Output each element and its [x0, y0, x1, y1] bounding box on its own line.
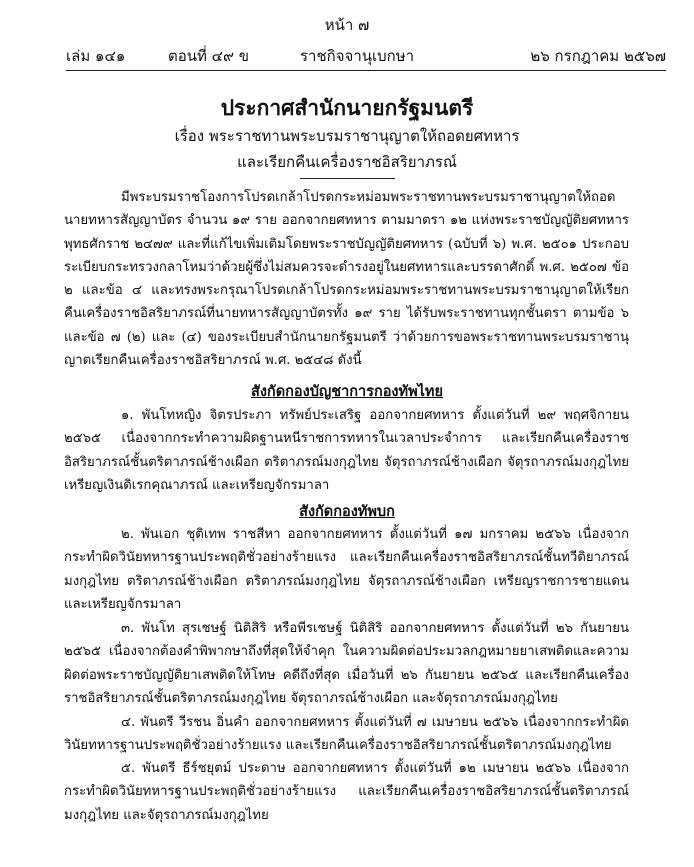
announcement-subject: เรื่อง พระราชทานพระบรมราชานุญาตให้ถอดยศทหาร	[174, 127, 520, 145]
entry-2: ๒. พันเอก ชุติเทพ ราชสีหา ออกจากยศทหาร ตั้งแต่วันที่ ๑๗ มกราคม ๒๕๖๖ เนื่องจากกระทำผิดวินัยทหารฐานประพฤติชั่วอย่างร้ายแรง และเรียกคืนเครื่องราชอิสริยาภรณ์ชั้นทวีติยาภรณ์มงกุฎไทย ตริตาภรณ์ช้างเผือก ตริตาภรณ์มงกุฎไทย จัตุรถาภรณ์ช้างเผือก เหรียญราชการชายแดน และเหรียญจักรมาลา	[64, 527, 629, 612]
title-divider	[300, 178, 395, 179]
page-number: หน้า ๗	[324, 16, 370, 34]
section-heading-armed-forces-hq: สังกัดกองบัญชาการกองทัพไทย	[251, 383, 443, 400]
entry-1: ๑. พันโทหญิง จิตรประภา ทรัพย์ประเสริฐ ออกจากยศทหาร ตั้งแต่วันที่ ๒๙ พฤศจิกายน ๒๕๖๕ เนื่องจากกระทำความผิดฐานหนีราชการทหารในเวลาประจำการ และเรียกคืนเครื่องราชอิสริยาภรณ์ชั้นตริตาภรณ์ช้างเผือก ตริตาภรณ์มงกุฎไทย จัตุรถาภรณ์ช้างเผือก จัตุรถาภรณ์มงกุฎไทย เหรียญเงินดิเรกคุณาภรณ์ และเหรียญจักรมาลา	[64, 408, 629, 493]
entry-4: ๔. พันตรี วีรชน อิ่นคำ ออกจากยศทหาร ตั้งแต่วันที่ ๗ เมษายน ๒๕๖๖ เนื่องจากกระทำผิดวินัยทหารฐานประพฤติชั่วอย่างร้ายแรง และเรียกคืนเครื่องราชอิสริยาภรณ์ชั้นตริตาภรณ์มงกุฎไทย	[64, 715, 629, 754]
gazette-name: ราชกิจจานุเบกษา	[300, 47, 415, 65]
header-divider	[66, 70, 666, 71]
announcement-title: ประกาศสำนักนายกรัฐมนตรี	[220, 95, 474, 120]
entry-5: ๕. พันตรี ธีร์ชยุตม์ ประดาษ ออกจากยศทหาร ตั้งแต่วันที่ ๑๒ เมษายน ๒๕๖๖ เนื่องจากกระทำผิดวินัยทหารฐานประพฤติชั่วอย่างร้ายแรง และเรียกคืนเครื่องราชอิสริยาภรณ์ชั้นตริตาภรณ์มงกุฎไทย และจัตุรถาภรณ์มงกุฎไทย	[64, 761, 629, 823]
section-heading-army: สังกัดกองทัพบก	[299, 503, 395, 520]
volume-number: เล่ม ๑๔๑	[66, 47, 126, 65]
intro-paragraph: มีพระบรมราชโองการโปรดเกล้าโปรดกระหม่อมพระราชทานพระบรมราชานุญาตให้ถอดนายทหารสัญญาบัตร จำนวน ๑๙ ราย ออกจากยศทหาร ตามมาตรา ๑๒ แห่งพระราชบัญญัติยศทหาร พุทธศักราช ๒๔๗๙ และที่แก้ไขเพิ่มเติมโดยพระราชบัญญัติยศทหาร (ฉบับที่ ๖) พ.ศ. ๒๕๐๑ ประกอบระเบียบกระทรวงกลาโหมว่าด้วยผู้ซึ่งไม่สมควรจะดำรงอยู่ในยศทหารและบรรดาศักดิ์ พ.ศ. ๒๕๐๗ ข้อ ๒ และข้อ ๔ และทรงพระกรุณาโปรดเกล้าโปรดกระหม่อมพระราชทานพระบรมราชานุญาตให้เรียกคืนเครื่องราชอิสริยาภรณ์ที่นายทหารสัญญาบัตรทั้ง ๑๙ ราย ได้รับพระราชทานทุกชั้นตรา ตามข้อ ๖ และข้อ ๗ (๒) และ (๔) ของระเบียบสำนักนายกรัฐมนตรี ว่าด้วยการขอพระราชทานพระบรมราชานุญาตเรียกคืนเครื่องราชอิสริยาภรณ์ พ.ศ. ๒๕๔๘ ดังนี้	[64, 190, 629, 369]
section-number: ตอนที่ ๔๙ ข	[168, 47, 250, 65]
publication-date: ๒๖ กรกฎาคม ๒๕๖๗	[530, 47, 666, 65]
announcement-subject-continued: และเรียกคืนเครื่องราชอิสริยาภรณ์	[237, 153, 457, 171]
entry-3: ๓. พันโท สุรเชษฐ์ นิติสิริ หรือพีรเชษฐ์ นิติสิริ ออกจากยศทหาร ตั้งแต่วันที่ ๒๖ กันยายน ๒๕๖๕ เนื่องจากต้องคำพิพากษาถึงที่สุดให้จำคุก ในความผิดต่อประมวลกฎหมายยาเสพติดและความผิดต่อพระราชบัญญัติยาเสพติดให้โทษ คดีถึงที่สุด เมื่อวันที่ ๒๖ กันยายน ๒๕๖๕ และเรียกคืนเครื่องราชอิสริยาภรณ์ชั้นตริตาภรณ์มงกุฎไทย จัตุรถาภรณ์ช้างเผือก และจัตุรถาภรณ์มงกุฎไทย	[64, 621, 629, 706]
